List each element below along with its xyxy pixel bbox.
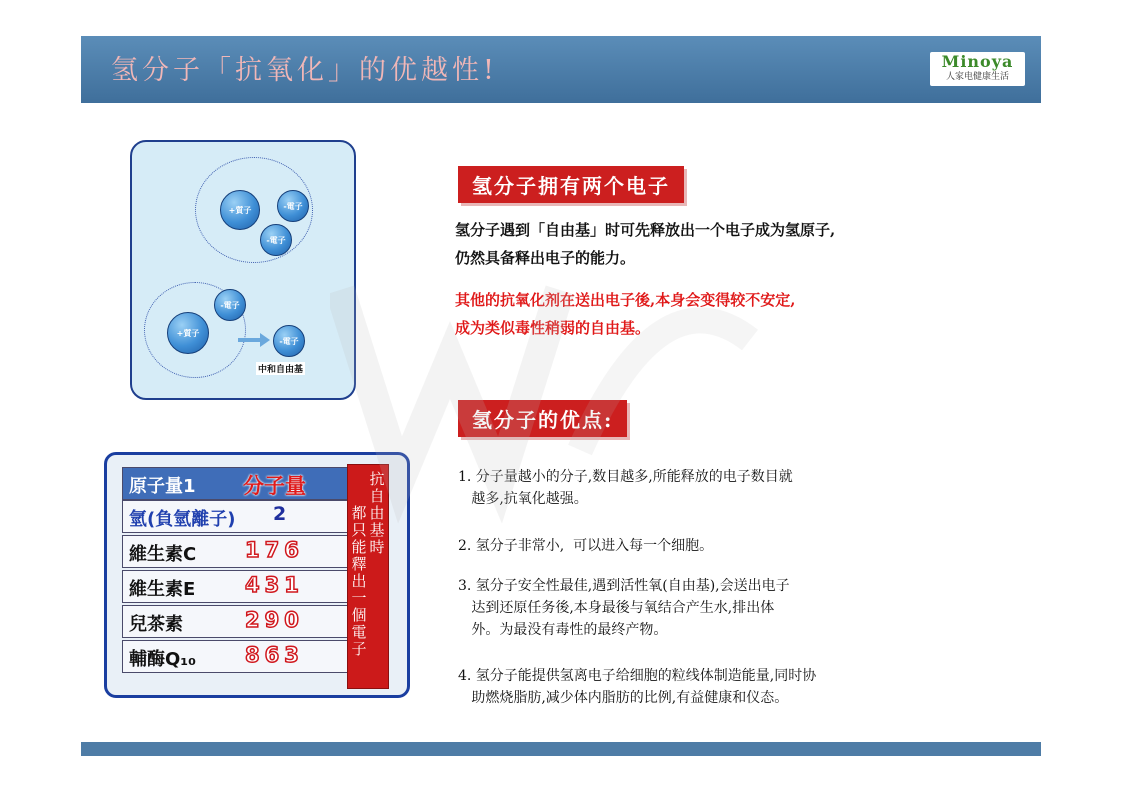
- table-row: [122, 570, 349, 603]
- advantage-item-4: 4. 氢分子能提供氢离电子给细胞的粒线体制造能量,同时协 助燃烧脂肪,减少体内脂肪的比例,有益健康和仪态。: [458, 668, 817, 706]
- table-row: [122, 500, 349, 533]
- row-value: 431: [245, 573, 304, 597]
- section1-paragraph-red: 其他的抗氧化剂在送出电子後,本身会变得较不安定, 成为类似毒性稍弱的自由基。: [455, 291, 796, 337]
- electron-ball-2: -電子: [260, 224, 292, 256]
- side-note-box: [347, 464, 389, 689]
- electron-diagram: [130, 140, 356, 400]
- advantage-item-1: 1. 分子量越小的分子,数目越多,所能释放的电子数目就 越多,抗氧化越强。: [458, 469, 793, 507]
- side-note-col-left: 都只能釋出一個電子: [351, 504, 367, 658]
- header-bar: [81, 36, 1041, 103]
- row-value: 176: [245, 538, 304, 562]
- neutralize-label: 中和自由基: [256, 362, 305, 375]
- electron-ball-freed: -電子: [273, 325, 305, 357]
- table-header-row: [122, 467, 349, 500]
- row-name: 兒茶素: [129, 614, 183, 635]
- arrow-shaft: [238, 338, 262, 342]
- header-name: 原子量1: [129, 476, 196, 497]
- section-badge-two-electrons: 氢分子拥有两个电子: [458, 166, 684, 203]
- electron-ball-1: -電子: [277, 190, 309, 222]
- advantage-item-3: 3. 氢分子安全性最佳,遇到活性氧(自由基),会送出电子 达到还原任务後,本身最後与氧结合产生水,排出体 外。为最没有毒性的最终产物。: [458, 578, 790, 638]
- footer-bar: [81, 742, 1041, 756]
- molecular-weight-table: [104, 452, 410, 698]
- electron-ball-3: -電子: [214, 289, 246, 321]
- brand-logo: [930, 52, 1025, 86]
- logo-subtitle: 人家电健康生活: [945, 72, 1009, 82]
- advantage-item-2: 2. 氢分子非常小, 可以进入每一个细胞。: [458, 538, 714, 554]
- side-note-col-right: 抗自由基時: [369, 470, 385, 556]
- table-row: [122, 535, 349, 568]
- row-name: 輔酶Q₁₀: [129, 649, 197, 670]
- section1-paragraph: 氢分子遇到「自由基」时可先释放出一个电子成为氢原子, 仍然具备释出电子的能力。: [455, 221, 836, 267]
- row-value: 2: [273, 503, 292, 525]
- table-row: [122, 605, 349, 638]
- logo-brand: Minoya: [941, 52, 1014, 71]
- row-name: 維生素E: [129, 579, 196, 600]
- proton-ball-lower: +質子: [167, 312, 209, 354]
- arrow-head: [260, 333, 270, 347]
- page-title: 氢分子「抗氧化」的优越性!: [111, 55, 498, 86]
- proton-ball-upper: +質子: [220, 190, 260, 230]
- row-name: 維生素C: [129, 544, 197, 565]
- row-value: 290: [245, 608, 304, 632]
- row-value: 863: [245, 643, 304, 667]
- section-badge-advantages: 氢分子的优点:: [458, 400, 627, 437]
- row-name: 氫(負氫離子): [129, 509, 236, 530]
- table-row: [122, 640, 349, 673]
- header-value: 分子量: [243, 474, 306, 498]
